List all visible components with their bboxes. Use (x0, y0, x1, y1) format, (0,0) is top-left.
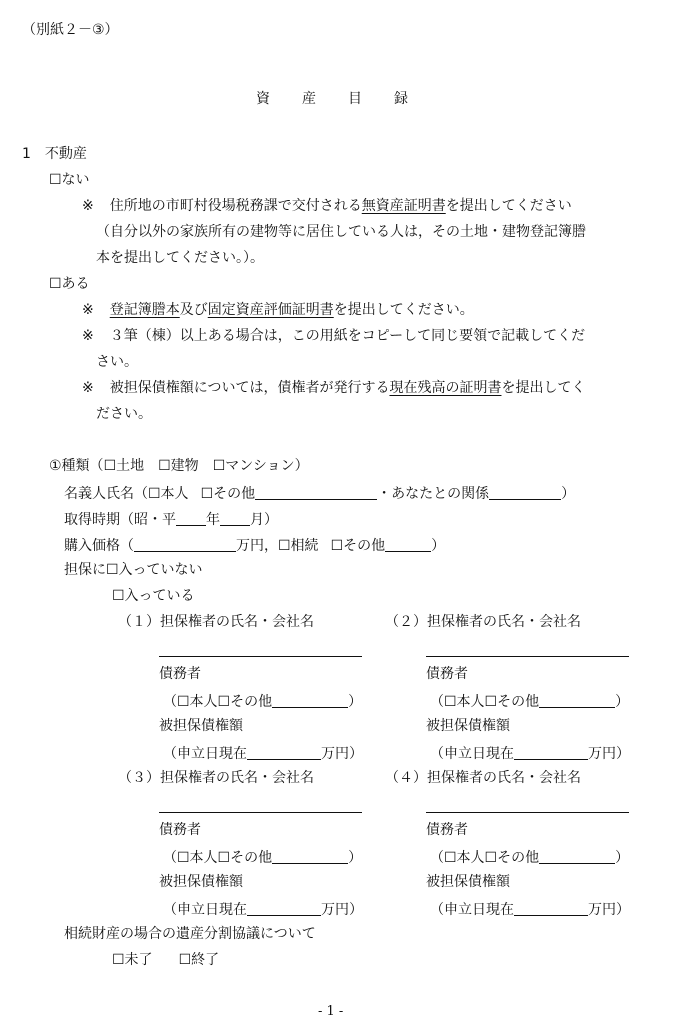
debtor-options[interactable]: （☐本人☐その他 (163, 694, 273, 710)
acquisition-year-blank[interactable] (176, 511, 206, 526)
note-text: 住所地の市町村役場税務課で交付される (109, 198, 362, 214)
debtor-other-blank[interactable] (272, 849, 348, 864)
amount-prefix: （申立日現在 (163, 902, 247, 918)
creditor-1-name-blank[interactable] (159, 656, 362, 657)
creditor-heading-text: 担保権者の氏名・会社名 (427, 770, 581, 786)
checkbox-price-other[interactable]: ☐その他 (330, 538, 386, 554)
creditor-heading-text: 担保権者の氏名・会社名 (160, 770, 314, 786)
creditor-3-heading (118, 771, 314, 785)
amount-blank[interactable] (247, 901, 321, 916)
relation-blank[interactable] (489, 485, 561, 500)
creditor-3-amount-row (163, 901, 363, 917)
note-none-line2: （自分以外の家族所有の建物等に居住している人は，その土地・建物登記簿謄 (96, 224, 586, 240)
document-title (256, 92, 408, 106)
required-document: 登記簿謄本 (109, 302, 180, 318)
note-mark: ※ (82, 302, 94, 318)
note-none-line1 (82, 199, 572, 213)
title-char: 目 (348, 91, 362, 107)
creditor-2-name-blank[interactable] (426, 656, 629, 657)
checkbox-condominium[interactable]: ☐マンション） (212, 458, 309, 474)
property-type-label: ①種類（ (49, 458, 104, 474)
owner-label: 名義人氏名（ (64, 486, 148, 502)
note-mark: ※ (82, 380, 94, 396)
relation-label: ・あなたとの関係 (377, 486, 490, 502)
creditor-3-secured-label: 被担保債権額 (159, 874, 243, 890)
creditor-number: （３） (118, 770, 160, 786)
inheritance-options (112, 953, 219, 967)
creditor-3-name-blank[interactable] (159, 812, 362, 813)
debtor-options[interactable]: （☐本人☐その他 (430, 694, 540, 710)
amount-unit: 万円） (321, 746, 363, 762)
price-close: ） (431, 538, 446, 554)
checkbox-building[interactable]: ☐建物 (158, 458, 199, 474)
creditor-1-debtor-row (163, 693, 362, 709)
checkbox-completed[interactable]: ☐終了 (178, 952, 220, 968)
creditor-4-debtor-row (430, 849, 629, 865)
required-document: 無資産証明書 (361, 198, 446, 214)
paren-close: ） (615, 694, 630, 710)
collateral-label: 担保に (64, 562, 106, 578)
checkbox-exists[interactable]: ☐ある (49, 276, 90, 292)
note-mark: ※ (82, 198, 94, 214)
note-exists-2-line2: さい。 (96, 354, 138, 370)
acquisition-row (64, 511, 278, 527)
checkbox-owner-self[interactable]: ☐本人 (148, 486, 189, 502)
creditor-4-debtor-label: 債務者 (426, 822, 468, 838)
creditor-2-amount-row (430, 745, 630, 761)
checkbox-is-collateral[interactable]: ☐入っている (112, 588, 195, 604)
property-type-row (49, 459, 309, 473)
owner-close: ） (561, 486, 576, 502)
price-row (64, 537, 445, 553)
creditor-1-heading (118, 615, 314, 629)
creditor-heading-text: 担保権者の氏名・会社名 (427, 614, 581, 630)
creditor-4-name-blank[interactable] (426, 812, 629, 813)
note-exists-3-line1 (82, 381, 585, 395)
owner-row (64, 485, 575, 501)
debtor-other-blank[interactable] (539, 849, 615, 864)
note-exists-3-line2: ださい。 (96, 406, 152, 422)
checkbox-not-collateral[interactable]: ☐入っていない (106, 562, 203, 578)
title-char: 産 (302, 91, 316, 107)
creditor-number: （２） (385, 614, 427, 630)
amount-prefix: （申立日現在 (430, 902, 514, 918)
amount-blank[interactable] (514, 745, 588, 760)
note-text: を提出してください。 (333, 302, 474, 318)
amount-blank[interactable] (247, 745, 321, 760)
debtor-other-blank[interactable] (539, 693, 615, 708)
inheritance-question: 相続財産の場合の遺産分割協議について (64, 926, 316, 942)
checkbox-inherited[interactable]: ☐相続 (278, 538, 319, 554)
price-label: 購入価格（ (64, 538, 134, 554)
paren-close: ） (615, 850, 630, 866)
acquisition-month-blank[interactable] (220, 511, 250, 526)
amount-unit: 万円） (321, 902, 363, 918)
attachment-reference: （別紙２－③） (22, 22, 119, 38)
checkbox-owner-other[interactable]: ☐その他 (200, 486, 256, 502)
checkbox-none[interactable]: ☐ない (49, 172, 90, 188)
title-char: 資 (256, 91, 270, 107)
price-other-blank[interactable] (385, 537, 431, 552)
amount-unit: 万円） (588, 746, 630, 762)
owner-other-blank[interactable] (255, 485, 377, 500)
checkbox-not-completed[interactable]: ☐未了 (112, 952, 153, 968)
creditor-4-heading (385, 771, 581, 785)
creditor-4-amount-row (430, 901, 630, 917)
section-heading-real-estate: 1 不動産 (22, 146, 87, 162)
creditor-number: （４） (385, 770, 427, 786)
required-document: 現在残高の証明書 (389, 380, 502, 396)
creditor-1-amount-row (163, 745, 363, 761)
note-exists-1 (82, 303, 474, 317)
creditor-2-heading (385, 615, 581, 629)
required-document: 固定資産評価証明書 (207, 302, 334, 318)
year-unit: 年 (206, 512, 220, 528)
amount-prefix: （申立日現在 (163, 746, 247, 762)
creditor-3-debtor-row (163, 849, 362, 865)
paren-close: ） (348, 850, 363, 866)
creditor-3-debtor-label: 債務者 (159, 822, 201, 838)
debtor-options[interactable]: （☐本人☐その他 (163, 850, 273, 866)
creditor-1-debtor-label: 債務者 (159, 666, 201, 682)
creditor-2-debtor-row (430, 693, 629, 709)
creditor-4-secured-label: 被担保債権額 (426, 874, 510, 890)
month-unit: 月） (250, 512, 278, 528)
amount-blank[interactable] (514, 901, 588, 916)
acquisition-label: 取得時期（昭・平 (64, 512, 176, 528)
note-text: ３筆（棟）以上ある場合は，この用紙をコピーして同じ要領で記載してくだ (109, 328, 586, 344)
note-text: を提出してく (501, 380, 586, 396)
amount-unit: 万円） (588, 902, 630, 918)
amount-prefix: （申立日現在 (430, 746, 514, 762)
debtor-other-blank[interactable] (272, 693, 348, 708)
creditor-2-debtor-label: 債務者 (426, 666, 468, 682)
creditor-2-secured-label: 被担保債権額 (426, 718, 510, 734)
note-none-line3: 本を提出してください。）。 (96, 250, 264, 266)
note-text: を提出してください (445, 198, 572, 214)
price-blank[interactable] (134, 537, 236, 552)
checkbox-land[interactable]: ☐土地 (103, 458, 145, 474)
price-unit: 万円， (236, 538, 278, 554)
creditor-1-secured-label: 被担保債権額 (159, 718, 243, 734)
paren-close: ） (348, 694, 363, 710)
title-char: 録 (394, 91, 408, 107)
creditor-number: （１） (118, 614, 160, 630)
creditor-heading-text: 担保権者の氏名・会社名 (160, 614, 314, 630)
note-text: 及び (179, 302, 208, 318)
debtor-options[interactable]: （☐本人☐その他 (430, 850, 540, 866)
note-text: 被担保債権額については，債権者が発行する (109, 380, 390, 396)
page-number: - 1 - (318, 1004, 344, 1019)
collateral-row (64, 563, 203, 577)
note-exists-2-line1 (82, 329, 585, 343)
note-mark: ※ (82, 328, 94, 344)
